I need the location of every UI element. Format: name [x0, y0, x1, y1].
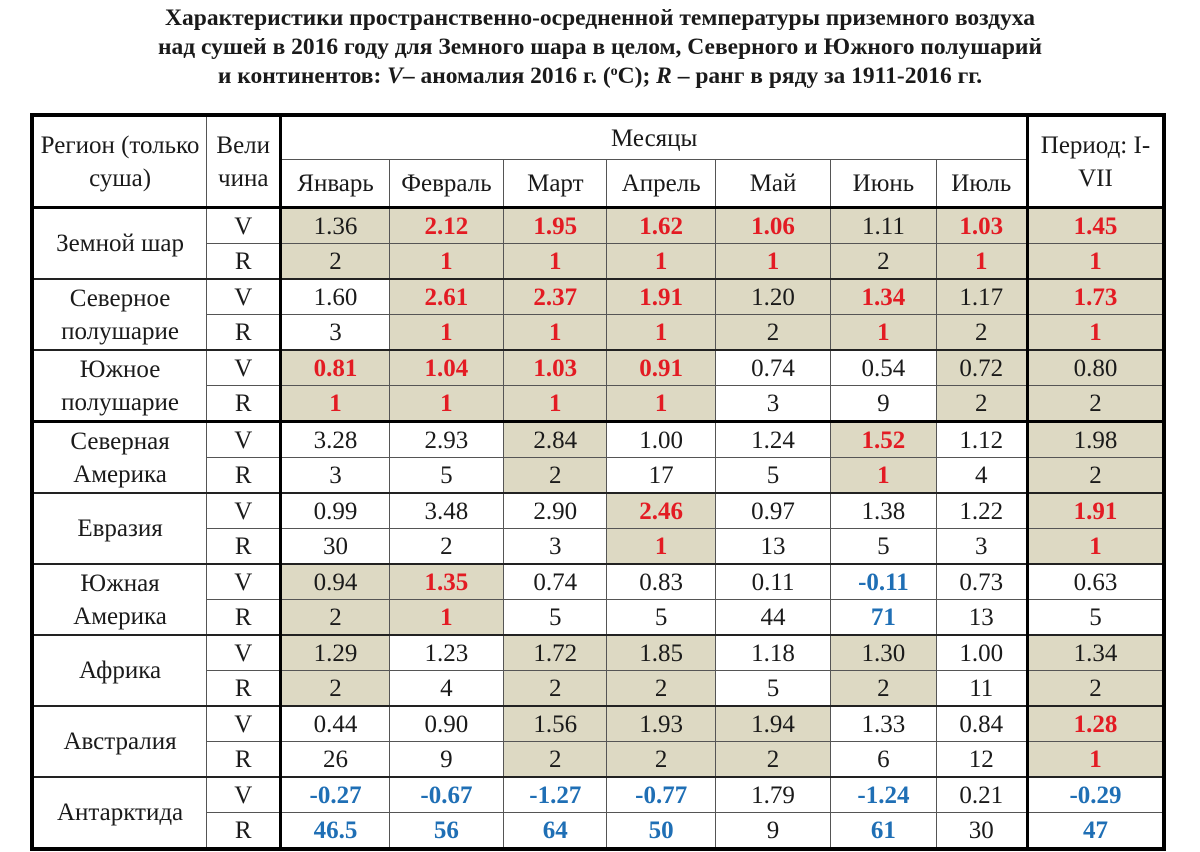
- value-cell: 0.97: [715, 493, 830, 529]
- value-cell: 2: [281, 671, 389, 707]
- table-title: [0, 4, 1200, 91]
- value-cell: 1: [389, 600, 503, 636]
- period-cell: 5: [1027, 600, 1164, 636]
- period-cell: 1: [1027, 244, 1164, 280]
- value-cell: 2: [607, 742, 715, 778]
- value-cell: 17: [607, 458, 715, 494]
- value-cell: 2: [504, 742, 607, 778]
- value-cell: 2.93: [389, 422, 503, 458]
- measure-r: R: [207, 244, 281, 280]
- value-cell: 0.83: [607, 564, 715, 600]
- value-cell: 3: [936, 529, 1027, 565]
- title-text-a: и континентов:: [217, 63, 388, 89]
- value-cell: 1.85: [607, 635, 715, 671]
- value-cell: 0.11: [715, 564, 830, 600]
- value-cell: 1.95: [504, 208, 607, 244]
- value-cell: 0.21: [936, 777, 1027, 813]
- header-months: Месяцы: [281, 115, 1028, 160]
- value-cell: 71: [831, 600, 936, 636]
- period-cell: -0.29: [1027, 777, 1164, 813]
- value-cell: 1: [504, 244, 607, 280]
- measure-r: R: [207, 600, 281, 636]
- value-cell: 1.22: [936, 493, 1027, 529]
- period-cell: 0.80: [1027, 350, 1164, 386]
- measure-v: V: [207, 208, 281, 244]
- value-cell: -0.77: [607, 777, 715, 813]
- value-cell: 0.91: [607, 350, 715, 386]
- value-cell: 1.38: [831, 493, 936, 529]
- value-cell: 1.11: [831, 208, 936, 244]
- value-cell: 2.84: [504, 422, 607, 458]
- value-cell: 2: [504, 458, 607, 494]
- measure-v: V: [207, 493, 281, 529]
- value-cell: -0.11: [831, 564, 936, 600]
- measure-v: V: [207, 777, 281, 813]
- value-cell: 2: [936, 315, 1027, 351]
- value-cell: 1: [831, 315, 936, 351]
- value-cell: 1.72: [504, 635, 607, 671]
- value-cell: 1: [607, 315, 715, 351]
- table-row: [32, 493, 1164, 529]
- measure-r: R: [207, 742, 281, 778]
- value-cell: 1: [607, 529, 715, 565]
- period-cell: 1: [1027, 315, 1164, 351]
- value-cell: 1: [831, 458, 936, 494]
- value-cell: 2.46: [607, 493, 715, 529]
- region-name: Южное полушарие: [32, 350, 207, 422]
- value-cell: 1.91: [607, 279, 715, 315]
- value-cell: 1.62: [607, 208, 715, 244]
- value-cell: 1.12: [936, 422, 1027, 458]
- table-row: [32, 777, 1164, 813]
- value-cell: 0.90: [389, 706, 503, 742]
- table-row: [32, 564, 1164, 600]
- header-row-1: [32, 115, 1164, 160]
- value-cell: 2: [936, 386, 1027, 422]
- measure-v: V: [207, 422, 281, 458]
- month-jun: Июнь: [831, 160, 936, 208]
- period-cell: 1: [1027, 742, 1164, 778]
- value-cell: 1: [389, 244, 503, 280]
- value-cell: 26: [281, 742, 389, 778]
- temperature-table: [30, 113, 1166, 851]
- measure-v: V: [207, 706, 281, 742]
- value-cell: 0.74: [504, 564, 607, 600]
- title-text-c: C);: [617, 63, 657, 89]
- table-row: [32, 350, 1164, 386]
- value-cell: 5: [831, 529, 936, 565]
- value-cell: 9: [389, 742, 503, 778]
- value-cell: 0.84: [936, 706, 1027, 742]
- value-cell: 2.90: [504, 493, 607, 529]
- value-cell: 1: [607, 386, 715, 422]
- value-cell: 1.00: [936, 635, 1027, 671]
- period-cell: 0.63: [1027, 564, 1164, 600]
- value-cell: 2: [504, 671, 607, 707]
- region-name: Африка: [32, 635, 207, 706]
- value-cell: 50: [607, 813, 715, 850]
- period-cell: 1.91: [1027, 493, 1164, 529]
- period-cell: 1.28: [1027, 706, 1164, 742]
- region-name: Южная Америка: [32, 564, 207, 635]
- value-cell: 1.93: [607, 706, 715, 742]
- value-cell: 1: [281, 386, 389, 422]
- value-cell: 1: [936, 244, 1027, 280]
- month-mar: Март: [504, 160, 607, 208]
- measure-v: V: [207, 564, 281, 600]
- value-cell: 64: [504, 813, 607, 850]
- value-cell: 30: [936, 813, 1027, 850]
- measure-v: V: [207, 279, 281, 315]
- value-cell: 1.33: [831, 706, 936, 742]
- table-row: [32, 208, 1164, 244]
- value-cell: 1.56: [504, 706, 607, 742]
- value-cell: 0.54: [831, 350, 936, 386]
- value-cell: -1.24: [831, 777, 936, 813]
- value-cell: -0.67: [389, 777, 503, 813]
- value-cell: 2: [715, 742, 830, 778]
- value-cell: 1.24: [715, 422, 830, 458]
- value-cell: 1: [607, 244, 715, 280]
- value-cell: 5: [607, 600, 715, 636]
- measure-r: R: [207, 386, 281, 422]
- period-cell: 1.34: [1027, 635, 1164, 671]
- value-cell: 11: [936, 671, 1027, 707]
- period-cell: 1.45: [1027, 208, 1164, 244]
- measure-r: R: [207, 813, 281, 850]
- value-cell: 2.61: [389, 279, 503, 315]
- value-cell: 1.52: [831, 422, 936, 458]
- table-row: [32, 422, 1164, 458]
- value-cell: 4: [936, 458, 1027, 494]
- value-cell: 1.30: [831, 635, 936, 671]
- value-cell: 2: [831, 244, 936, 280]
- period-cell: 1.73: [1027, 279, 1164, 315]
- value-cell: 5: [504, 600, 607, 636]
- value-cell: 1.94: [715, 706, 830, 742]
- measure-r: R: [207, 671, 281, 707]
- month-jul: Июль: [936, 160, 1027, 208]
- month-feb: Февраль: [389, 160, 503, 208]
- value-cell: -0.27: [281, 777, 389, 813]
- value-cell: 3.48: [389, 493, 503, 529]
- value-cell: 1.18: [715, 635, 830, 671]
- measure-v: V: [207, 635, 281, 671]
- value-cell: 46.5: [281, 813, 389, 850]
- value-cell: 0.44: [281, 706, 389, 742]
- value-cell: 3: [504, 529, 607, 565]
- value-cell: 3: [715, 386, 830, 422]
- measure-r: R: [207, 315, 281, 351]
- value-cell: 1.36: [281, 208, 389, 244]
- value-cell: 1.79: [715, 777, 830, 813]
- measure-r: R: [207, 458, 281, 494]
- value-cell: 13: [715, 529, 830, 565]
- value-cell: 0.73: [936, 564, 1027, 600]
- period-cell: 1.98: [1027, 422, 1164, 458]
- value-cell: 2: [607, 671, 715, 707]
- title-var-v: V: [387, 63, 403, 89]
- table-row: [32, 279, 1164, 315]
- measure-v: V: [207, 350, 281, 386]
- value-cell: 1.20: [715, 279, 830, 315]
- value-cell: 3.28: [281, 422, 389, 458]
- period-cell: 1: [1027, 529, 1164, 565]
- table-row: [32, 635, 1164, 671]
- value-cell: 2.37: [504, 279, 607, 315]
- value-cell: 1: [389, 386, 503, 422]
- month-jan: Январь: [281, 160, 389, 208]
- value-cell: -1.27: [504, 777, 607, 813]
- value-cell: 1.29: [281, 635, 389, 671]
- value-cell: 0.74: [715, 350, 830, 386]
- header-region: Регион (только суша): [32, 115, 207, 208]
- value-cell: 4: [389, 671, 503, 707]
- table-body: [32, 115, 1164, 849]
- value-cell: 2.12: [389, 208, 503, 244]
- value-cell: 5: [389, 458, 503, 494]
- value-cell: 1: [504, 315, 607, 351]
- month-may: Май: [715, 160, 830, 208]
- value-cell: 1.23: [389, 635, 503, 671]
- value-cell: 3: [281, 315, 389, 351]
- region-name: Северная Америка: [32, 422, 207, 494]
- region-name: Земной шар: [32, 208, 207, 280]
- value-cell: 1.35: [389, 564, 503, 600]
- title-text-d: – ранг в ряду за 1911-2016 гг.: [671, 63, 983, 89]
- value-cell: 5: [715, 458, 830, 494]
- value-cell: 2: [281, 600, 389, 636]
- value-cell: 1.03: [504, 350, 607, 386]
- value-cell: 2: [715, 315, 830, 351]
- value-cell: 2: [389, 529, 503, 565]
- period-cell: 47: [1027, 813, 1164, 850]
- region-name: Антарктида: [32, 777, 207, 849]
- value-cell: 1.04: [389, 350, 503, 386]
- period-cell: 2: [1027, 458, 1164, 494]
- title-line-1: Характеристики пространственно-осредненной температуры приземного воздуха: [165, 5, 1035, 31]
- value-cell: 1: [504, 386, 607, 422]
- value-cell: 1: [389, 315, 503, 351]
- value-cell: 0.72: [936, 350, 1027, 386]
- region-name: Северное полушарие: [32, 279, 207, 350]
- value-cell: 6: [831, 742, 936, 778]
- period-cell: 2: [1027, 386, 1164, 422]
- value-cell: 30: [281, 529, 389, 565]
- month-apr: Апрель: [607, 160, 715, 208]
- region-name: Австралия: [32, 706, 207, 777]
- value-cell: 2: [281, 244, 389, 280]
- value-cell: 2: [831, 671, 936, 707]
- value-cell: 44: [715, 600, 830, 636]
- value-cell: 9: [831, 386, 936, 422]
- value-cell: 5: [715, 671, 830, 707]
- value-cell: 1.34: [831, 279, 936, 315]
- value-cell: 9: [715, 813, 830, 850]
- title-var-r: R: [656, 63, 672, 89]
- value-cell: 1.03: [936, 208, 1027, 244]
- value-cell: 0.94: [281, 564, 389, 600]
- value-cell: 1.60: [281, 279, 389, 315]
- table-row: [32, 706, 1164, 742]
- value-cell: 56: [389, 813, 503, 850]
- value-cell: 1: [715, 244, 830, 280]
- value-cell: 13: [936, 600, 1027, 636]
- value-cell: 1.00: [607, 422, 715, 458]
- measure-r: R: [207, 529, 281, 565]
- value-cell: 1.17: [936, 279, 1027, 315]
- title-text-b: – аномалия 2016 г. (: [402, 63, 611, 89]
- value-cell: 61: [831, 813, 936, 850]
- header-measure: Вели чина: [207, 115, 281, 208]
- value-cell: 3: [281, 458, 389, 494]
- value-cell: 1.06: [715, 208, 830, 244]
- period-cell: 2: [1027, 671, 1164, 707]
- title-line-3: [0, 62, 1200, 91]
- degree-mark: o: [610, 64, 618, 79]
- value-cell: 0.81: [281, 350, 389, 386]
- header-period: Период: I-VII: [1027, 115, 1164, 208]
- value-cell: 12: [936, 742, 1027, 778]
- value-cell: 0.99: [281, 493, 389, 529]
- region-name: Евразия: [32, 493, 207, 564]
- title-line-2: над сушей в 2016 году для Земного шара в целом, Северного и Южного полушарий: [157, 34, 1043, 60]
